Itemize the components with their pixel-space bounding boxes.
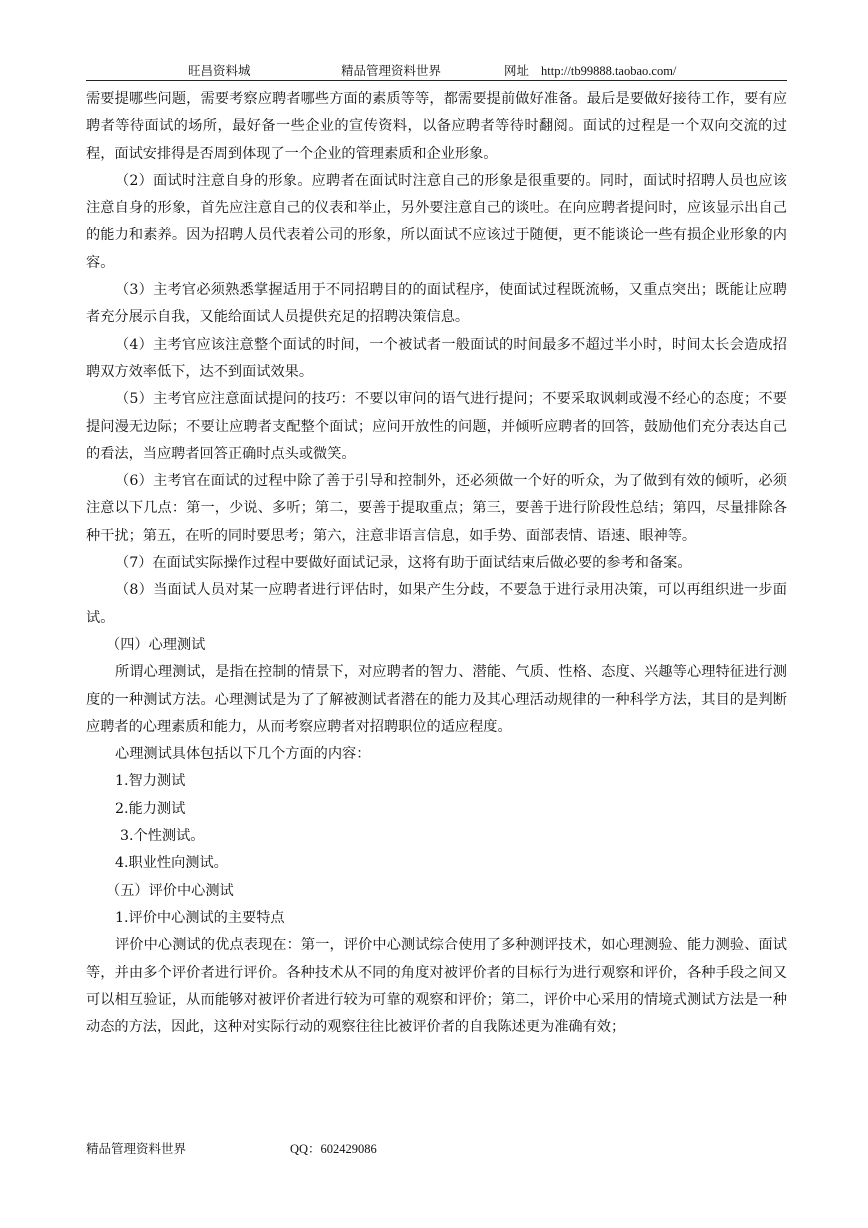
paragraph-item-3: （3）主考官必须熟悉掌握适用于不同招聘目的的面试程序，使面试过程既流畅，又重点突出；既能让应聘者充分展示自我，又能给面试人员提供充足的招聘决策信息。 (86, 282, 787, 326)
paragraph-psych-contents: 心理测试具体包括以下几个方面的内容： (115, 746, 371, 763)
paragraph-interview-prep: 需要提哪些问题，需要考察应聘者哪些方面的素质等等，都需要提前做好准备。最后是要做好接待工作，要有应聘者等待面试的场所，最好备一些企业的宣传资料，以备应聘者等待时翻阅。面试的过程是一个双向交流的过程，面试安排得是否周到体现了一个企业的管理素质和企业形象。 (86, 91, 787, 162)
section-heading-assessment-center: （五）评价中心测试 (106, 882, 234, 899)
section-heading-psych-test: （四）心理测试 (106, 636, 206, 653)
paragraph-item-7: （7）在面试实际操作过程中要做好面试记录，这将有助于面试结束后做必要的参考和备案。 (115, 555, 692, 572)
list-item-intelligence: 1.智力测试 (115, 773, 186, 790)
footer-qq: QQ：602429086 (290, 1142, 377, 1156)
list-item-vocational: 4.职业性向测试。 (115, 855, 228, 872)
document-body (86, 86, 787, 1041)
paragraph-item-8: （8）当面试人员对某一应聘者进行评估时，如果产生分歧，不要急于进行录用决策，可以再组织进一步面试。 (86, 582, 787, 626)
footer-brand: 精品管理资料世界 (86, 1141, 187, 1156)
header-divider (86, 80, 787, 81)
paragraph-item-5: （5）主考官应注意面试提问的技巧：不要以审问的语气进行提问；不要采取讽刺或漫不经心的态度；不要提问漫无边际；不要让应聘者支配整个面试；应问开放性的问题，并倾听应聘者的回答，鼓励他们充分表达自己的看法，当应聘者回答正确时点头或微笑。 (86, 391, 787, 462)
subheading-assessment-features: 1.评价中心测试的主要特点 (115, 909, 285, 926)
list-item-personality: 3.个性测试。 (120, 828, 205, 845)
page-footer (86, 1140, 786, 1158)
paragraph-item-2: （2）面试时注意自身的形象。应聘者在面试时注意自己的形象是很重要的。同时，面试时招聘人员也应该注意自身的形象，首先应注意自己的仪表和举止，另外要注意自己的谈吐。在向应聘者提问时，应该显示出自己的能力和素养。因为招聘人员代表着公司的形象，所以面试不应该过于随便，更不能谈论一些有损企业形象的内容。 (86, 172, 787, 271)
paragraph-psych-definition: 所谓心理测试，是指在控制的情景下，对应聘者的智力、潜能、气质、性格、态度、兴趣等心理特征进行测度的一种测试方法。心理测试是为了了解被测试者潜在的能力及其心理活动规律的一种科学方法，其目的是判断应聘者的心理素质和能力，从而考察应聘者对招聘职位的适应程度。 (86, 664, 787, 735)
page-header (86, 62, 786, 80)
header-brand: 精品管理资料世界 (341, 63, 442, 78)
header-url-link[interactable]: http://tb99888.taobao.com/ (541, 64, 677, 78)
paragraph-assessment-advantages: 评价中心测试的优点表现在：第一，评价中心测试综合使用了多种测评技术，如心理测验、能力测验、面试等，并由多个评价者进行评价。各种技术从不同的角度对被评价者的目标行为进行观察和评价，各种手段之间又可以相互验证，从而能够对被评价者进行较为可靠的观察和评价；第二，评价中心采用的情境式测试方法是一种动态的方法，因此，这种对实际行动的观察往往比被评价者的自我陈述更为准确有效； (86, 937, 787, 1036)
list-item-ability: 2.能力测试 (115, 800, 186, 817)
paragraph-item-6: （6）主考官在面试的过程中除了善于引导和控制外，还必须做一个好的听众，为了做到有效的倾听，必须注意以下几点：第一，少说、多听；第二，要善于提取重点；第三，要善于进行阶段性总结；第四，尽量排除各种干扰；第五，在听的同时要思考；第六，注意非语言信息，如手势、面部表情、语速、眼神等。 (86, 473, 787, 544)
paragraph-item-4: （4）主考官应该注意整个面试的时间，一个被试者一般面试的时间最多不超过半小时，时间太长会造成招聘双方效率低下，达不到面试效果。 (86, 336, 787, 380)
header-site-name: 旺昌资料城 (188, 63, 251, 78)
header-url-label: 网址 (504, 63, 530, 78)
